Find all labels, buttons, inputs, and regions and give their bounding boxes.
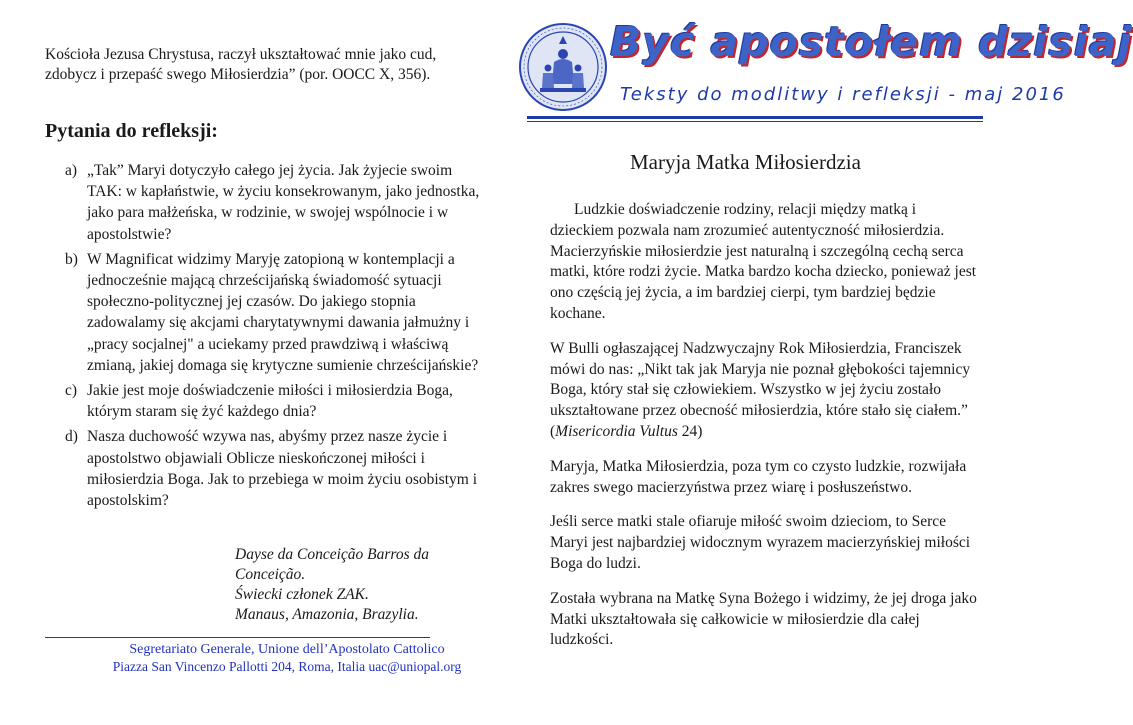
signature bbox=[235, 545, 485, 625]
article-title: Maryja Matka Miłosierdzia bbox=[630, 150, 861, 174]
question-item bbox=[65, 160, 485, 245]
question-letter: a) bbox=[65, 162, 78, 179]
paragraph: Jeśli serce matki stale ofiaruje miłość swoim dzieciom, to Serce Maryi jest najbardziej widocznym wyrazem macierzyńskiej miłości Boga do ludzi. bbox=[550, 513, 971, 572]
paragraph-text: 24) bbox=[677, 422, 703, 440]
paragraph-text: W Bulli ogłaszającej Nadzwyczajny Rok Miłosierdzia, Franciszek mówi do nas: „Nikt tak jak Maryja nie poznał głębokości tajemnicy Boga, który stał się człowiekiem. Wszystko w jej życiu zostało ukształtowane przez obecność miłosierdzia, które stało się ciałem.” ( bbox=[550, 339, 971, 440]
subtitle: Teksty do modlitwy i refleksji - maj 2016 bbox=[620, 84, 1066, 105]
question-text: W Magnificat widzimy Maryję zatopioną w kontemplacji a jednocześnie mającą chrześcijańską świadomość sytuacji społeczno-politycznej jej czasów. Do jakiego stopnia zadowalamy się akcjami charytatywnymi dawania jałmużny i „pracy socjalnej" a uciekamy przed prawdziwą i właściwą zmianą, jakiej domaga się krytyczne sumienie chrześcijańskie? bbox=[87, 250, 479, 374]
header-divider-thin bbox=[527, 121, 983, 122]
signature-place: Manaus, Amazonia, Brazylia. bbox=[235, 606, 419, 623]
question-text: Nasza duchowość wzywa nas, abyśmy przez nasze życie i apostolstwo objawiali Oblicze nieskończonej miłości i miłosierdzia Boga. Jak to przebiega w moim życiu osobistym i apostolskim? bbox=[87, 428, 478, 510]
intro-quote: Kościoła Jezusa Chrystusa, raczył ukształtować mnie jako cud, zdobycz i przepaść swego Miłosierdzia” (por. OOCC X, 356). bbox=[45, 46, 437, 83]
question-item bbox=[65, 249, 485, 376]
paragraph bbox=[550, 339, 980, 443]
question-letter: c) bbox=[65, 382, 78, 400]
seal-logo-icon bbox=[518, 22, 608, 112]
citation: Misericordia Vultus bbox=[555, 422, 678, 440]
question-letter: b) bbox=[65, 250, 78, 268]
question-letter: d) bbox=[65, 428, 78, 446]
question-list bbox=[65, 160, 485, 515]
question-text: „Tak” Maryi dotyczyło całego jej życia. Jak żyjecie swoim TAK: w kapłaństwie, w życiu konsekrowanym, jako jednostka, jako para małżeńska, w rodzinie, w swojej wspólnocie i w apostolstwie? bbox=[87, 162, 480, 243]
paragraph: Ludzkie doświadczenie rodziny, relacji między matką i dzieckiem pozwala nam zrozumieć autentyczność miłosierdzia. Macierzyńskie miłosierdzie jest naturalną i szczególną cechą serca matki, które rodzi życie. Matka bardzo kocha dziecko, ponieważ jest ono częścią jej życia, a im bardziej cierpi, tym bardziej będzie kochane. bbox=[550, 201, 977, 322]
footer-divider bbox=[45, 637, 430, 638]
paragraph: Maryja, Matka Miłosierdzia, poza tym co czysto ludzkie, rozwijała zakres swego macierzyństwa przez wiarę i posłuszeństwo. bbox=[550, 457, 967, 496]
article-body bbox=[550, 200, 980, 665]
question-item bbox=[65, 380, 485, 422]
main-title: Być apostołem dzisiaj bbox=[610, 18, 1133, 66]
section-title: Pytania do refleksji: bbox=[45, 120, 218, 142]
paragraph: Została wybrana na Matkę Syna Bożego i widzimy, że jej droga jako Matki ukształtowała się całkowicie w miłosierdzie dla całej ludzkości. bbox=[550, 589, 977, 649]
signature-role: Świecki członek ZAK. bbox=[235, 586, 369, 603]
footer-line-1: Segretariato Generale, Unione dell’Apostolato Cattolico bbox=[129, 642, 445, 657]
question-item bbox=[65, 426, 485, 511]
footer-line-2: Piazza San Vincenzo Pallotti 204, Roma, Italia uac@uniopal.org bbox=[112, 659, 462, 674]
footer bbox=[87, 641, 487, 675]
header-divider bbox=[527, 116, 983, 119]
question-text: Jakie jest moje doświadczenie miłości i miłosierdzia Boga, którym staram się żyć każdego dnia? bbox=[87, 382, 453, 421]
signature-name: Dayse da Conceição Barros da Conceição. bbox=[235, 546, 430, 583]
